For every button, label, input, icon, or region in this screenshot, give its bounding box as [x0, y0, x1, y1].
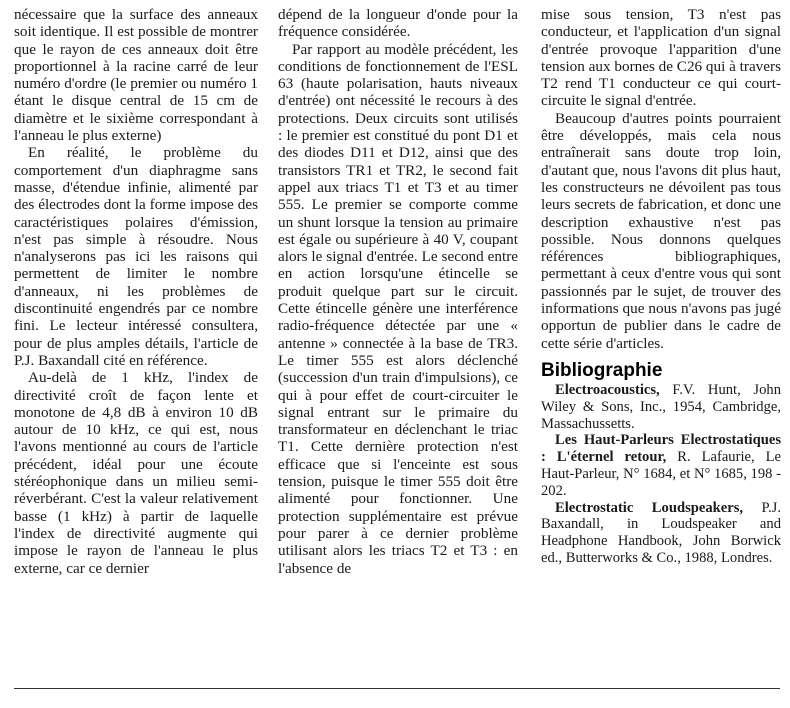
paragraph: dépend de la longueur d'onde pour la fréquence considérée.: [278, 6, 518, 41]
bibliography-entry-title: Electrostatic Loudspeakers,: [555, 499, 744, 516]
bibliography-entry-title: Les Haut-Parleurs Electrostatiques : L'éternel retour,: [541, 432, 781, 466]
paragraph: En réalité, le problème du comportement d'un diaphragme sans masse, d'étendue infinie, alimenté par des électrodes dont la forme impose des caractéristiques polaires d'émission, n'est pas simple à résoudre. Nous n'analyserons pas ici les raisons qui permettent de limiter le nombre d'anneaux, ni les problèmes de discontinuité engendrés par ce nombre fini. Le lecteur intéressé consultera, pour de plus amples détails, l'article de P.J. Baxandall cité en référence.: [14, 144, 258, 369]
text-column-3: [541, 6, 781, 567]
text-column-2: [278, 6, 518, 577]
paragraph: Par rapport au modèle précédent, les conditions de fonctionnement de l'ESL 63 (haute polarisation, hauts niveaux d'entrée) ont nécessité le recours à des protections. Deux circuits sont utilisés : le premier est constitué du pont D1 et des diodes D11 et D12, ainsi que des transistors TR1 et TR2, le second fait appel aux triacs T1 et T3 et au timer 555. Le premier se comporte comme un shunt lorsque la tension au primaire est égale ou supérieure à 40 V, coupant alors le signal d'entrée. Le second entre en action lorsqu'une étincelle se produit quelque part sur le circuit. Cette étincelle génère une interférence radio-fréquence détectée par une « antenne » connectée à la base de TR3. Le timer 555 est alors déclenché (succession d'un train d'impulsions), ce qui à pour effet de court-circuiter le signal entrant sur le primaire du transformateur en déclenchant le triac T1. Cette dernière protection n'est efficace que si l'enceinte est sous tension, puisque le timer 555 doit être alimenté pour fonctionner. Une protection supplémentaire est prévue pour parer à ce dernier problème utilisant alors les triacs T2 et T3 : en l'absence de: [278, 40, 518, 577]
bibliography-entry-title: Electroacoustics,: [555, 381, 660, 398]
paragraph: Au-delà de 1 kHz, l'index de directivité croît de façon lente et monotone de 4,8 dB à environ 10 dB autour de 10 kHz, ce qui est, nous l'avons mentionné au cours de l'article précédent, idéal pour une écoute stéréophonique dans un milieu semi-réverbérant. C'est la valeur relativement basse (1 kHz) à partir de laquelle l'index de directivité augmente qui impose le rayon de l'anneau le plus externe, car ce dernier: [14, 369, 258, 577]
bottom-rule: [14, 688, 780, 689]
text-column-1: [14, 6, 258, 577]
paragraph: mise sous tension, T3 n'est pas conducteur, et l'application d'un signal d'entrée provoque l'apparition d'une tension aux bornes de C26 qui à travers T2 rend T1 conducteur ce qui court-circuite le signal d'entrée.: [541, 6, 781, 110]
bibliography-entry: [541, 432, 781, 499]
paragraph: nécessaire que la surface des anneaux soit identique. Il est possible de montrer que le rayon de ces anneaux doit être proportionnel à la racine carré de leur numéro d'ordre (le premier ou numéro 1 étant le disque central de 15 cm de diamètre et le sixième correspondant à l'anneau le plus externe): [14, 6, 258, 145]
bibliography-heading: Bibliographie: [541, 359, 663, 381]
bibliography-entry-details: P.J. Baxandall, in Loudspeaker and Headphone Handbook, John Borwick ed., Butterworks & Co., 1988, Londres.: [541, 499, 781, 566]
bibliography-entry: [541, 382, 781, 432]
bibliography-entry: [541, 500, 781, 567]
bibliography-entry-details: F.V. Hunt, John Wiley & Sons, Inc., 1954, Cambridge, Massachussetts.: [541, 381, 781, 432]
bibliography-entry-details: R. Lafaurie, Le Haut-Parleur, N° 1684, et N° 1685, 198 - 202.: [541, 449, 781, 499]
paragraph: Beaucoup d'autres points pourraient être développés, mais cela nous entraînerait sans doute trop loin, d'autant que, nous l'avons dit plus haut, les constructeurs ne dévoilent pas tous leurs secrets de fabrication, et donc une description exhaustive n'est pas possible. Nous donnons quelques références bibliographiques, permettant à ceux d'entre vous qui sont passionnés par le sujet, de trouver des informations que nous n'avons pas jugé opportun de publier dans le cadre de cette série d'articles.: [541, 109, 781, 352]
